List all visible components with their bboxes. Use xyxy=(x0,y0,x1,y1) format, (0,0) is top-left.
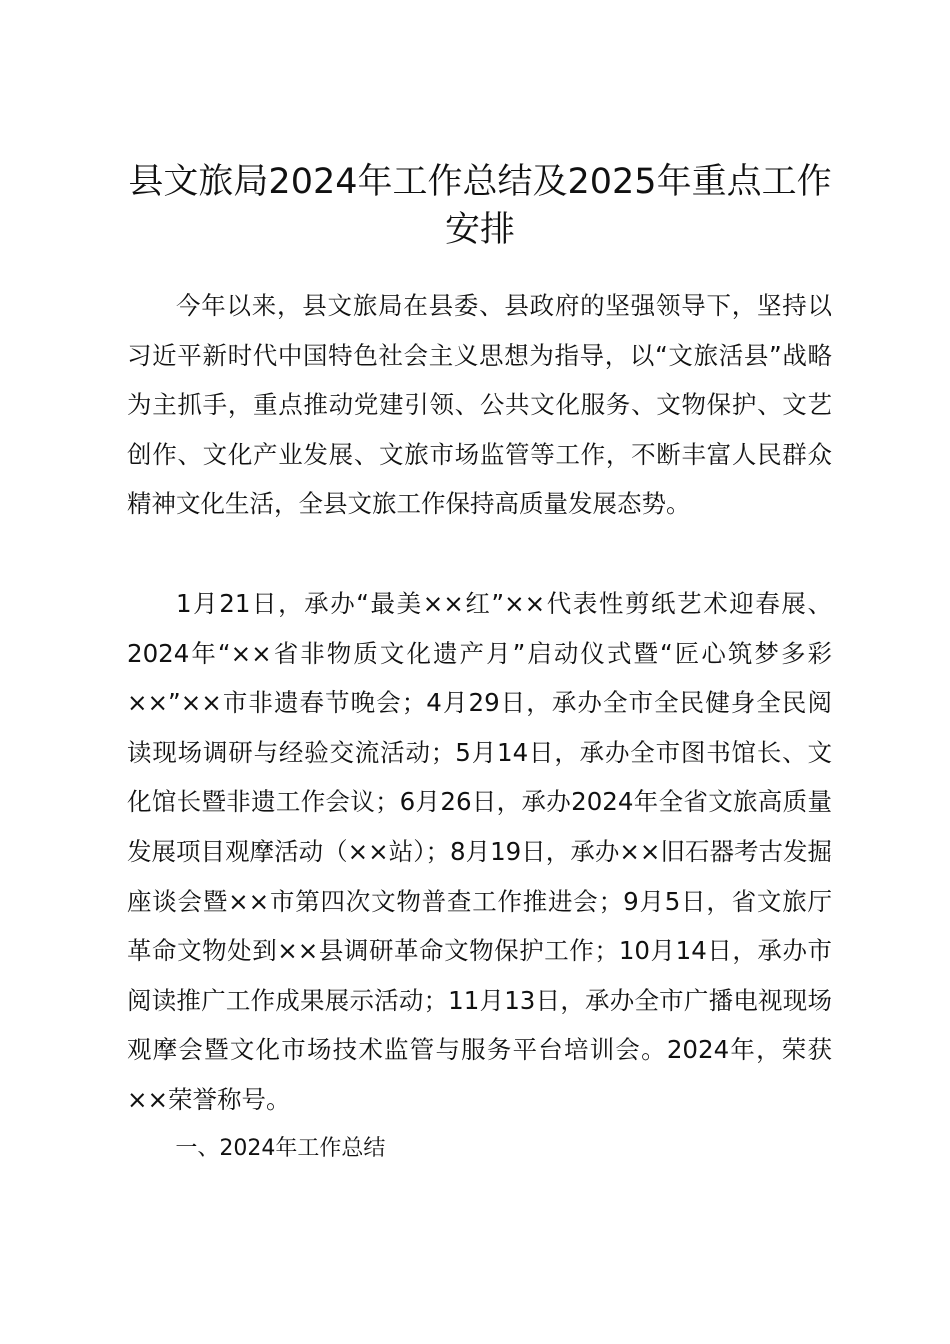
section-heading: 一、2024年工作总结 xyxy=(175,1136,386,1161)
document-title: 县文旅局2024年工作总结及2025年重点工作安排 xyxy=(128,162,832,250)
events-paragraph: 1月21日，承办“最美××红”××代表性剪纸艺术迎春展、2024年“××省非物质文化遗产月”启动仪式暨“匠心筑梦多彩××”××市非遗春节晚会；4月29日，承办全市全民健身全民阅读现场调研与经验交流活动；5月14日，承办全市图书馆长、文化馆长暨非遗工作会议；6月26日，承办2024年全省文旅高质量发展项目观摩活动（××站）；8月19日，承办××旧石器考古发掘座谈会暨××市第四次文物普查工作推进会；9月5日，省文旅厅革命文物处到××县调研革命文物保护工作；10月14日，承办市阅读推广工作成果展示活动；11月13日，承办全市广播电视现场观摩会暨文化市场技术监管与服务平台培训会。2024年，荣获××荣誉称号。 xyxy=(127,589,832,1114)
intro-paragraph: 今年以来，县文旅局在县委、县政府的坚强领导下，坚持以习近平新时代中国特色社会主义思想为指导，以“文旅活县”战略为主抓手，重点推动党建引领、公共文化服务、文物保护、文艺创作、文化产业发展、文旅市场监管等工作，不断丰富人民群众精神文化生活，全县文旅工作保持高质量发展态势。 xyxy=(127,291,832,519)
